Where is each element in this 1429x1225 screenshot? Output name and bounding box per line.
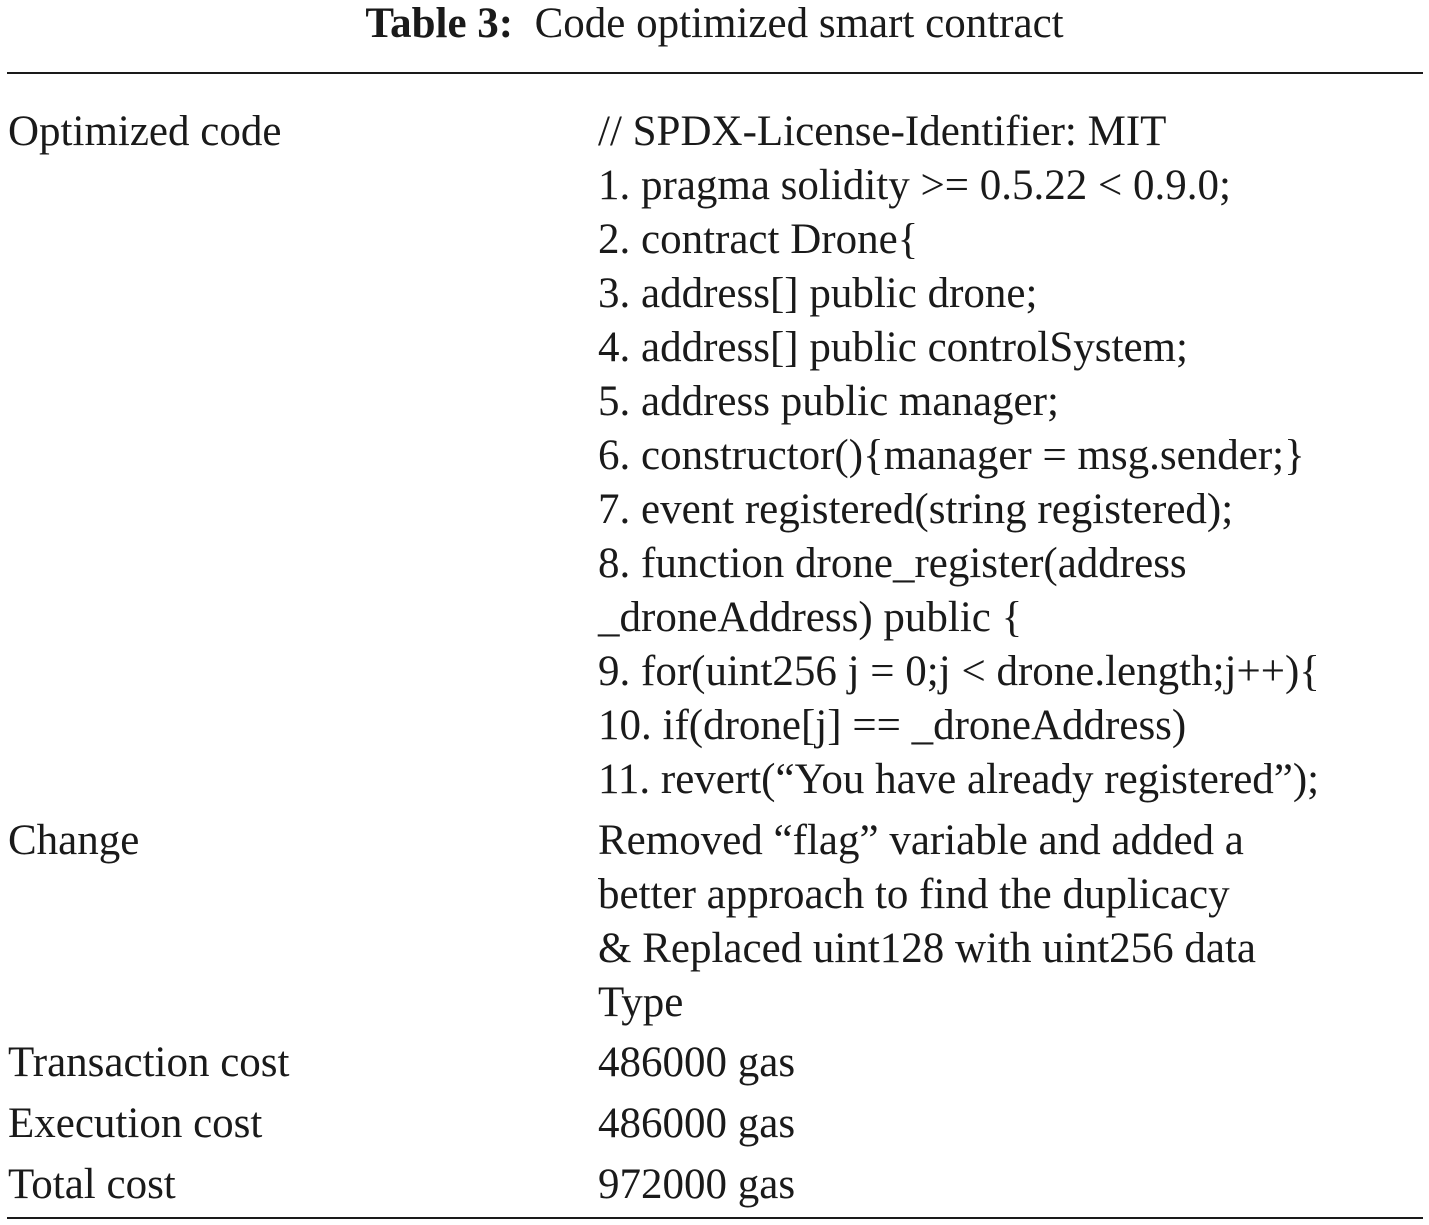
transaction-cost-value: 486000 gas — [598, 1039, 796, 1086]
code-line: 7. event registered(string registered); — [598, 486, 1234, 533]
optimized-code-label: Optimized code — [8, 108, 282, 155]
code-line: 1. pragma solidity >= 0.5.22 < 0.9.0; — [598, 162, 1231, 209]
code-line: 3. address[] public drone; — [598, 270, 1038, 317]
execution-cost-label: Execution cost — [8, 1100, 263, 1147]
change-label: Change — [8, 817, 140, 864]
change-line: Type — [598, 979, 684, 1026]
change-line: & Replaced uint128 with uint256 data — [598, 925, 1257, 972]
total-cost-value: 972000 gas — [598, 1161, 796, 1208]
code-line: 6. constructor(){manager = msg.sender;} — [598, 432, 1305, 479]
change-line: better approach to find the duplicacy — [598, 871, 1230, 918]
code-line: 11. revert(“You have already registered”); — [598, 756, 1320, 803]
code-line: _droneAddress) public { — [598, 594, 1023, 641]
optimized-code-block — [598, 105, 1320, 807]
execution-cost-value: 486000 gas — [598, 1100, 796, 1147]
code-line: 5. address public manager; — [598, 378, 1059, 425]
code-line: 2. contract Drone{ — [598, 216, 919, 263]
table-caption-title: Code optimized smart contract — [534, 0, 1064, 47]
code-line: 10. if(drone[j] == _droneAddress) — [598, 702, 1187, 749]
table-caption — [0, 0, 1429, 48]
change-description — [598, 814, 1256, 1030]
table-top-rule — [7, 72, 1423, 74]
change-line: Removed “flag” variable and added a — [598, 817, 1244, 864]
total-cost-label: Total cost — [8, 1161, 176, 1208]
table-bottom-rule — [7, 1217, 1423, 1219]
transaction-cost-label: Transaction cost — [8, 1039, 290, 1086]
code-line: 9. for(uint256 j = 0;j < drone.length;j++){ — [598, 648, 1320, 695]
code-line: 8. function drone_register(address — [598, 540, 1187, 587]
table-caption-label: Table 3: — [365, 0, 514, 47]
code-line: 4. address[] public controlSystem; — [598, 324, 1188, 371]
code-line: // SPDX-License-Identifier: MIT — [598, 108, 1167, 155]
